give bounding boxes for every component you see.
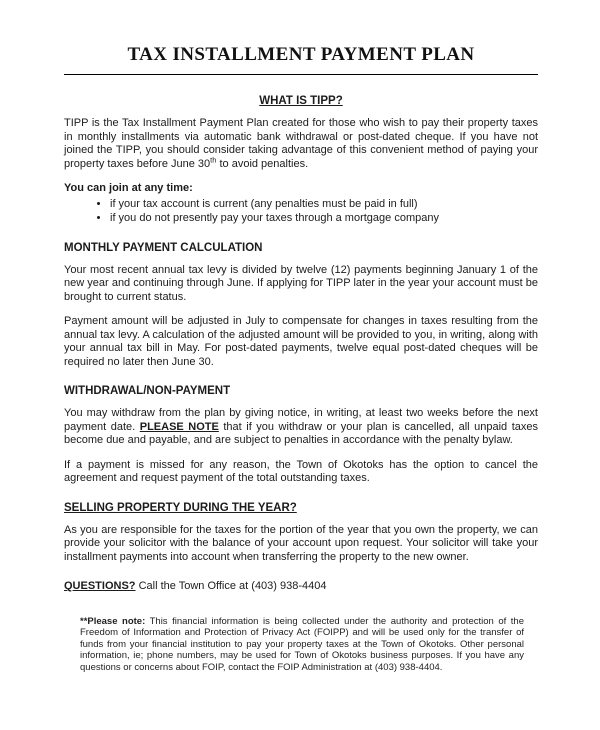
heading-selling-property: SELLING PROPERTY DURING THE YEAR?: [64, 501, 297, 514]
please-note-emphasis: PLEASE NOTE: [139, 420, 219, 433]
foipp-footnote: [80, 616, 524, 674]
join-anytime-heading: You can join at any time:: [64, 182, 193, 194]
questions-line: [64, 580, 538, 594]
list-item-no-mortgage-company: • if you do not presently pay your taxes through a mortgage company: [110, 212, 538, 226]
join-conditions-list: [64, 198, 538, 226]
paragraph-monthly-2: Payment amount will be adjusted in July to compensate for changes in taxes resulting from the annual tax levy. A calculation of the adjusted amount will be provided to you, in writing, along with your annual tax bill in May. For post-dated payments, twelve equal post-dated cheques will be required no later then June 30.: [64, 315, 538, 368]
list-item-tax-account-current: • if your tax account is current (any penalties must be paid in full): [110, 198, 538, 212]
questions-text: Call the Town Office at (403) 938-4404: [135, 580, 327, 592]
paragraph-selling: As you are responsible for the taxes for the portion of the year that you own the property, we can provide your solicitor with the balance of your account upon request. Your solicitor will take your installment payments into account when transferring the property to the new owner.: [64, 523, 538, 563]
heading-monthly-payment-calculation: MONTHLY PAYMENT CALCULATION: [64, 241, 263, 254]
paragraph-monthly-1: Your most recent annual tax levy is divided by twelve (12) payments beginning January 1 of the new year and continuing through June. If applying for TIPP later in the year your account must be brought to current status.: [64, 263, 538, 303]
tipp-intro-text-end: to avoid penalties.: [216, 157, 309, 170]
paragraph-tipp-intro: [64, 117, 538, 171]
heading-withdrawal-non-payment: WITHDRAWAL/NON-PAYMENT: [64, 385, 231, 397]
withdrawal-text-start: You may withdraw from the plan by giving notice, in writing, at least two weeks before the next payment date.: [64, 407, 538, 433]
title-divider: [64, 74, 538, 75]
paragraph-withdrawal-1: [64, 407, 538, 448]
questions-label: QUESTIONS?: [64, 580, 136, 592]
ordinal-superscript: th: [210, 154, 217, 164]
footnote-please-note-label: **Please note:: [80, 615, 146, 627]
paragraph-withdrawal-2: If a payment is missed for any reason, the Town of Okotoks has the option to cancel the agreement and request payment of the total outstanding taxes.: [64, 458, 538, 484]
tipp-intro-text: TIPP is the Tax Installment Payment Plan created for those who wish to pay their property taxes in monthly installments via automatic bank withdrawal or post-dated cheque. If you have not joined the TIPP, you should consider taking advantage of this convenient method of paying your property taxes before June 30: [64, 117, 538, 170]
footnote-text: This financial information is being collected under the authority and protection of the Freedom of Information and Protection of Privacy Act (FOIPP) and will be used only for the transfer of funds from your financial institution to pay your property taxes at the Town of Okotoks. Other personal information, ie; phone numbers, may be used for Town of Okotoks business purposes. If you have any questions or concerns about FOIP, contact the FOIP Administration at (403) 938-4404.: [80, 615, 524, 673]
document-title: TAX INSTALLMENT PAYMENT PLAN: [127, 44, 475, 65]
withdrawal-text-end: that if you withdraw or your plan is cancelled, all unpaid taxes become due and payable, and are subject to penalties in accordance with the penalty bylaw.: [64, 420, 538, 446]
heading-what-is-tipp: WHAT IS TIPP?: [259, 95, 343, 107]
